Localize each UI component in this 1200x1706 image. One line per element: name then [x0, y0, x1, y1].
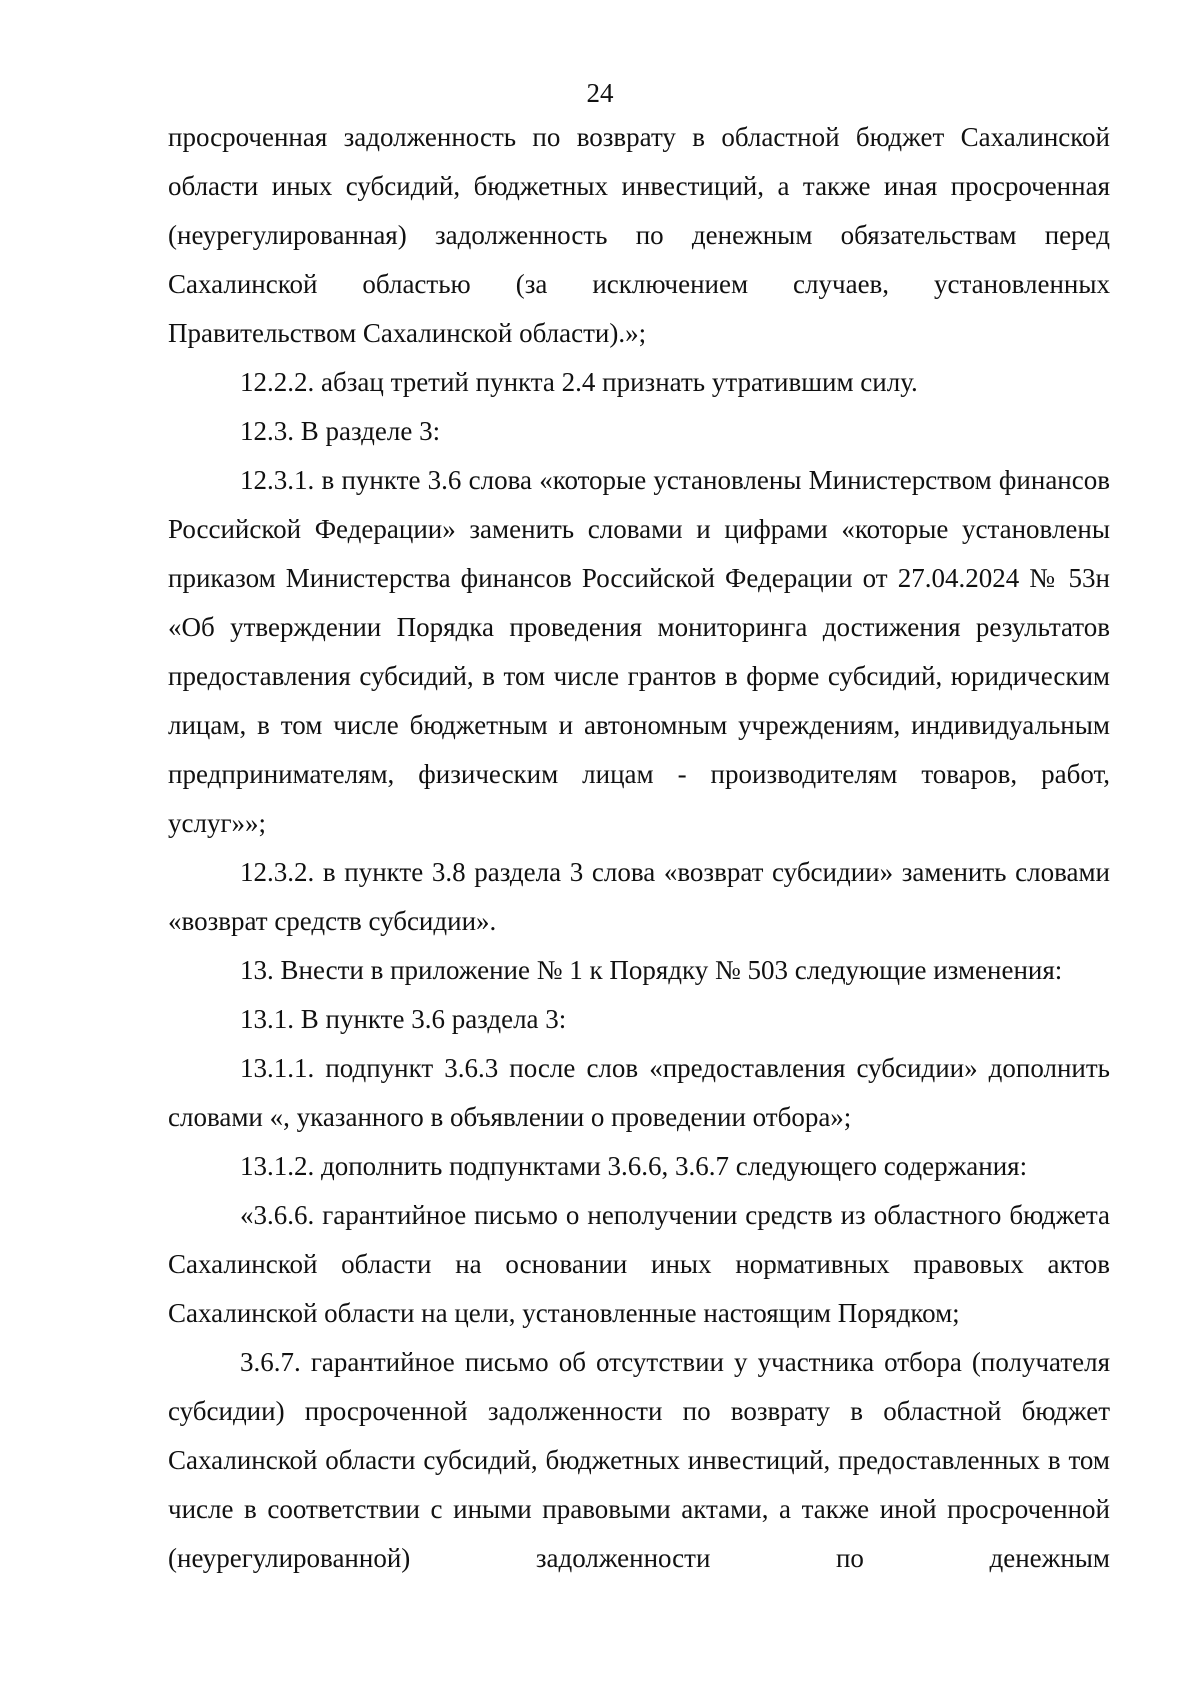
paragraph: 13.1. В пункте 3.6 раздела 3:: [240, 1004, 567, 1034]
paragraph: просроченная задолженность по возврату в областной бюджет Сахалинской области иных субсидий, бюджетных инвестиций, а также иная просроченная (неурегулированная) задолженность по денежным обязательствам перед Сахалинской областью (за исключением случаев, установленных Правительством Сахалинской области).»;: [168, 122, 1110, 348]
paragraph: 13.1.1. подпункт 3.6.3 после слов «предоставления субсидии» дополнить словами «, указанного в объявлении о проведении отбора»;: [168, 1053, 1110, 1132]
paragraph: «3.6.6. гарантийное письмо о неполучении средств из областного бюджета Сахалинской области на основании иных нормативных правовых актов Сахалинской области на цели, установленные настоящим Порядком;: [168, 1200, 1110, 1328]
paragraph: 12.2.2. абзац третий пункта 2.4 признать утратившим силу.: [240, 367, 918, 397]
page-number: 24: [586, 78, 614, 108]
document-body: [168, 113, 1110, 1583]
paragraph: 12.3.1. в пункте 3.6 слова «которые установлены Министерством финансов Российской Федерации» заменить словами и цифрами «которые установлены приказом Министерства финансов Российской Федерации от 27.04.2024 № 53н «Об утверждении Порядка проведения мониторинга достижения результатов предоставления субсидий, в том числе грантов в форме субсидий, юридическим лицам, в том числе бюджетным и автономным учреждениям, индивидуальным предпринимателям, физическим лицам - производителям товаров, работ, услуг»»;: [168, 465, 1110, 838]
paragraph: 12.3.2. в пункте 3.8 раздела 3 слова «возврат субсидии» заменить словами «возврат средств субсидии».: [168, 857, 1110, 936]
paragraph: 12.3. В разделе 3:: [240, 416, 441, 446]
paragraph: 13. Внести в приложение № 1 к Порядку № 503 следующие изменения:: [240, 955, 1063, 985]
paragraph: 3.6.7. гарантийное письмо об отсутствии у участника отбора (получателя субсидии) просроченной задолженности по возврату в областной бюджет Сахалинской области субсидий, бюджетных инвестиций, предоставленных в том числе в соответствии с иными правовыми актами, а также иной просроченной (неурегулированной) задолженности по денежным: [168, 1347, 1110, 1573]
paragraph: 13.1.2. дополнить подпунктами 3.6.6, 3.6.7 следующего содержания:: [240, 1151, 1028, 1181]
